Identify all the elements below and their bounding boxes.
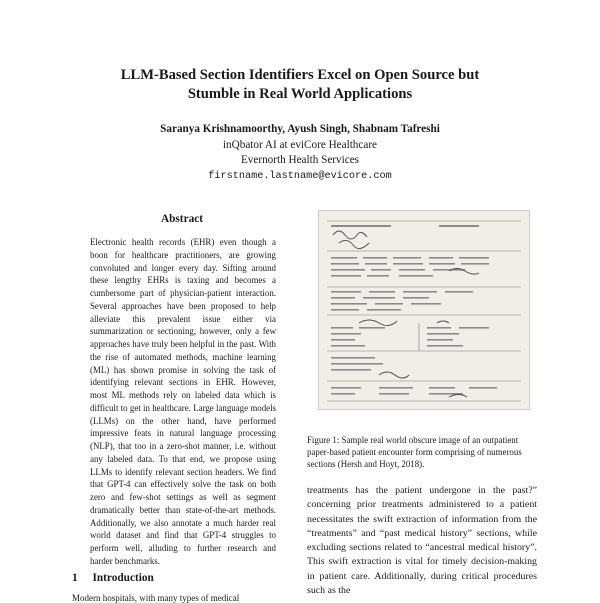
body-text-cutoff: Modern hospitals, with many types of medical xyxy=(72,593,240,603)
section-title: Introduction xyxy=(92,572,154,584)
section-heading xyxy=(72,572,154,584)
affiliation-2: Evernorth Health Services xyxy=(240,154,360,167)
right-column-text: treatments has the patient undergone in the past?” concerning prior treatments administered to a patient necessitates the swift extraction of information from the “treatments” and “past medical history” sections, while excluding sections related to “ancestral medical history”. This swift extraction is vital for timely decision-making in patient care. Additionally, during critical procedures such as the xyxy=(307,485,537,597)
figure-1-image xyxy=(318,210,530,410)
author-email: firstname.lastname@evicore.com xyxy=(208,170,392,182)
title-line-1: LLM-Based Section Identifiers Excel on Open Source but xyxy=(120,67,480,83)
author-names: Saranya Krishnamoorthy, Ayush Singh, Shabnam Tafreshi xyxy=(160,123,440,135)
title-line-2: Stumble in Real World Applications xyxy=(187,86,413,102)
section-number: 1 xyxy=(72,572,78,584)
scanned-form-illustration xyxy=(319,211,529,409)
affiliation-1: inQbator AI at eviCore Healthcare xyxy=(222,138,378,151)
figure-1-caption: Figure 1: Sample real world obscure image of an outpatient paper-based patient encounter form comprising of numerous sections (Hersh and Hoyt, 2018). xyxy=(307,435,522,469)
abstract-heading: Abstract xyxy=(160,213,204,225)
abstract-text: Electronic health records (EHR) even though a boon for healthcare practitioners, are growing convoluted and longer every day. Sifting around these lengthy EHRs is taxing and becomes a cumbersome part of physician-patient interaction. Several approaches have been proposed to help alleviate this prevalent issue either via summarization or sectioning, however, only a few approaches have truly been helpful in the past. With the rise of automated methods, machine learning (ML) has shown promise in solving the task of identifying relevant sections in EHR. However, most ML methods rely on labeled data which is difficult to get in healthcare. Large language models (LLMs) on the other hand, have performed impressive feats in natural language processing (NLP), that too in a zero-shot manner, i.e. without any labeled data. To that end, we propose using LLMs to identify relevant section headers. We find that GPT-4 can effectively solve the task on both zero and few-shot settings as well as segment dramatically better than state-of-the-art methods. Additionally, we also annotate a much harder real world dataset and find that GPT-4 struggles to perform well, alluding to further research and harder benchmarks. xyxy=(90,237,276,566)
paper-title xyxy=(60,66,540,104)
author-block xyxy=(60,122,540,184)
